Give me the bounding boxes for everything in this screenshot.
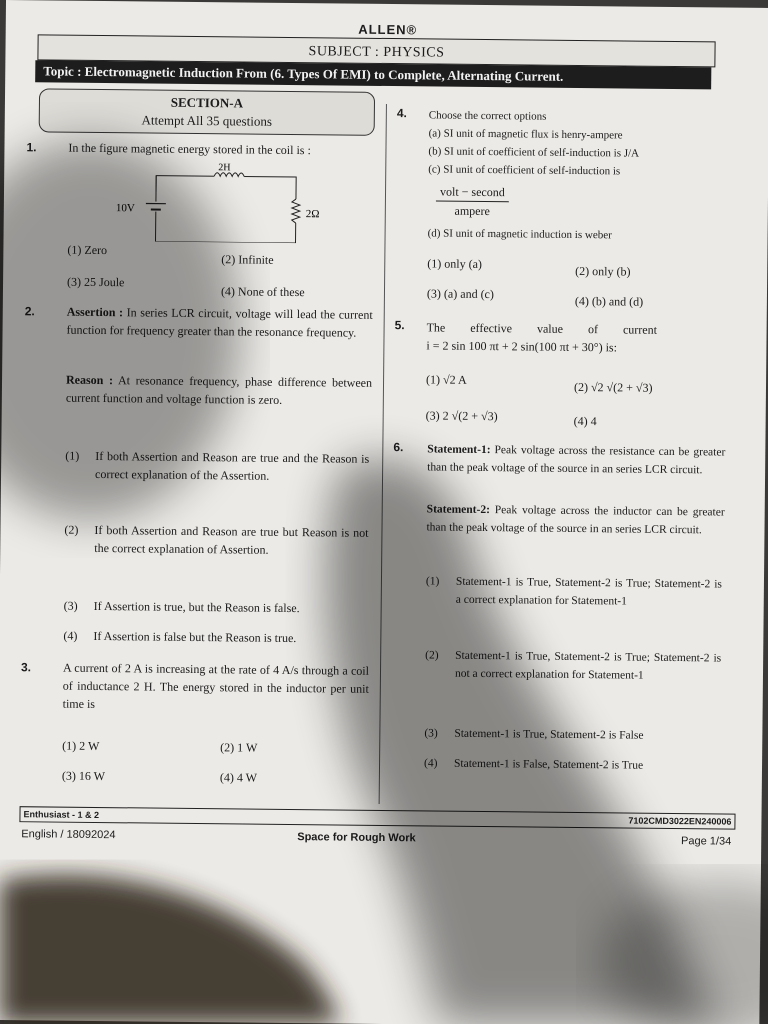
option-2[interactable] — [64, 521, 371, 580]
option-3[interactable]: (3) 16 W — [61, 768, 106, 784]
statement-a: (a) SI unit of magnetic flux is henry-ampere — [428, 127, 623, 142]
assertion — [66, 303, 372, 342]
option-number: (1) — [65, 448, 80, 463]
resistor-label: 2Ω — [305, 208, 320, 221]
reason-label: Reason : — [65, 372, 114, 388]
circuit-wire — [155, 176, 296, 243]
option-4[interactable] — [63, 627, 369, 648]
section-title: SECTION-A — [170, 94, 244, 111]
option-1[interactable]: (1) √2 A — [425, 372, 467, 387]
fraction-numerator: volt − second — [436, 183, 509, 203]
option-1[interactable]: (1) 2 W — [62, 738, 100, 754]
option-text: Statement-1 is True, Statement-2 is False — [454, 727, 644, 742]
option-2[interactable]: (2) only (b) — [575, 263, 631, 279]
question-1 — [26, 138, 383, 300]
question-number: 3. — [20, 660, 32, 675]
question-number: 1. — [26, 140, 37, 155]
option-3[interactable]: (3) (a) and (c) — [426, 286, 495, 302]
option-3[interactable]: (3) 2 √(2 + √3) — [425, 408, 498, 424]
option-4[interactable]: (4) 4 W — [219, 770, 258, 785]
option-text: If both Assertion and Reason are true but Reason is not the correct explanation of Assertion. — [94, 522, 369, 557]
reason — [66, 371, 372, 410]
rough-work-label: Space for Rough Work — [297, 831, 416, 845]
option-1[interactable] — [425, 572, 726, 631]
option-4[interactable]: (4) None of these — [220, 284, 305, 300]
option-4[interactable] — [424, 754, 724, 775]
question-text: The effective value of current — [426, 320, 658, 337]
option-2[interactable]: (2) √2 √(2 + √3) — [573, 379, 653, 395]
option-number: (2) — [64, 522, 79, 537]
option-number: (4) — [423, 757, 438, 770]
right-column — [390, 104, 737, 788]
question-number: 2. — [24, 304, 35, 319]
statement-1-label: Statement-1: — [427, 443, 491, 457]
section-subtitle: Attempt All 35 questions — [141, 112, 273, 129]
question-text: A current of 2 A is increasing at the rate of 4 A/s through a coil of inductance 2 H. The energy stored in the inductor per unit time is — [62, 660, 370, 711]
option-number: (3) — [63, 598, 78, 613]
statement-c: (c) SI unit of coefficient of self-induction is — [428, 163, 621, 178]
option-3[interactable] — [424, 724, 724, 745]
assertion-label: Assertion : — [66, 304, 124, 320]
current-expression: i = 2 sin 100 πt + 2 sin(100 πt + 30°) is: — [426, 338, 618, 355]
statement-2-label: Statement-2: — [426, 503, 491, 517]
option-3[interactable] — [64, 597, 370, 618]
question-4 — [396, 104, 737, 309]
page-number: Page 1/34 — [681, 835, 732, 848]
statement-b: (b) SI unit of coefficient of self-induction is J/A — [428, 145, 640, 160]
option-text: Statement-1 is True, Statement-2 is True; Statement-2 is a correct explanation for Statement-1 — [455, 575, 723, 608]
inductor-label: 2H — [218, 162, 231, 174]
option-1[interactable]: (1) Zero — [67, 242, 108, 258]
option-4[interactable]: (4) 4 — [573, 413, 597, 429]
section-box — [39, 88, 375, 136]
option-text: If Assertion is true, but the Reason is false. — [93, 598, 300, 616]
option-number: (2) — [425, 649, 439, 662]
option-text: If both Assertion and Reason are true and the Reason is correct explanation of the Assertion. — [94, 448, 370, 483]
question-text: Choose the correct options — [428, 109, 547, 123]
footer-strip — [19, 806, 735, 829]
course-name: Enthusiast - 1 & 2 — [23, 809, 100, 821]
language-date: English / 18092024 — [21, 828, 116, 842]
question-number: 4. — [396, 106, 407, 121]
statement-2-text: Peak voltage across the inductor can be greater than the peak voltage of the source in an series LCR circuit. — [426, 504, 725, 537]
option-2[interactable]: (2) Infinite — [221, 252, 274, 267]
circuit-diagram — [106, 161, 347, 244]
option-1[interactable] — [65, 447, 372, 506]
option-number: (3) — [424, 727, 438, 740]
fraction-denominator: ampere — [454, 203, 490, 219]
statement-2 — [426, 500, 724, 539]
subject-heading: SUBJECT : PHYSICS — [37, 34, 715, 67]
unit-fraction — [436, 183, 509, 221]
option-text: Statement-1 is False, Statement-2 is True — [453, 757, 644, 772]
option-text: Statement-1 is True, Statement-2 is True; Statement-2 is not a correct explanation for Statement-1 — [454, 649, 722, 682]
option-text: If Assertion is false but the Reason is true. — [93, 628, 297, 646]
assertion-text: In series LCR circuit, voltage will lead the current function for frequency greater than the resonance frequency. — [66, 305, 373, 340]
option-number: (4) — [63, 628, 78, 643]
option-4[interactable]: (4) (b) and (d) — [574, 293, 644, 309]
left-column — [20, 138, 383, 802]
question-number: 6. — [393, 440, 404, 455]
option-number: (1) — [425, 575, 440, 588]
statement-1-text: Peak voltage across the resistance can be greater than the peak voltage of the source in an series LCR circuit. — [427, 444, 726, 477]
question-number: 5. — [394, 318, 405, 333]
topic-bar: Topic : Electromagnetic Induction From (6. Types Of EMI) to Complete, Alternating Current. — [35, 60, 711, 89]
option-2[interactable]: (2) 1 W — [220, 740, 258, 755]
question-text: In the figure magnetic energy stored in the coil is : — [68, 140, 311, 158]
option-1[interactable]: (1) only (a) — [427, 256, 483, 271]
battery-label: 10V — [115, 202, 135, 215]
statement-1 — [427, 440, 725, 479]
brand-logo: ALLEN® — [358, 21, 418, 38]
statement-d: (d) SI unit of magnetic induction is weber — [427, 227, 612, 242]
option-2[interactable] — [425, 646, 726, 705]
paper-code: 7102CMD3022EN240006 — [628, 815, 732, 827]
reason-text: At resonance frequency, phase difference between current function and voltage function is zero. — [65, 373, 373, 407]
option-3[interactable]: (3) 25 Joule — [67, 274, 125, 290]
